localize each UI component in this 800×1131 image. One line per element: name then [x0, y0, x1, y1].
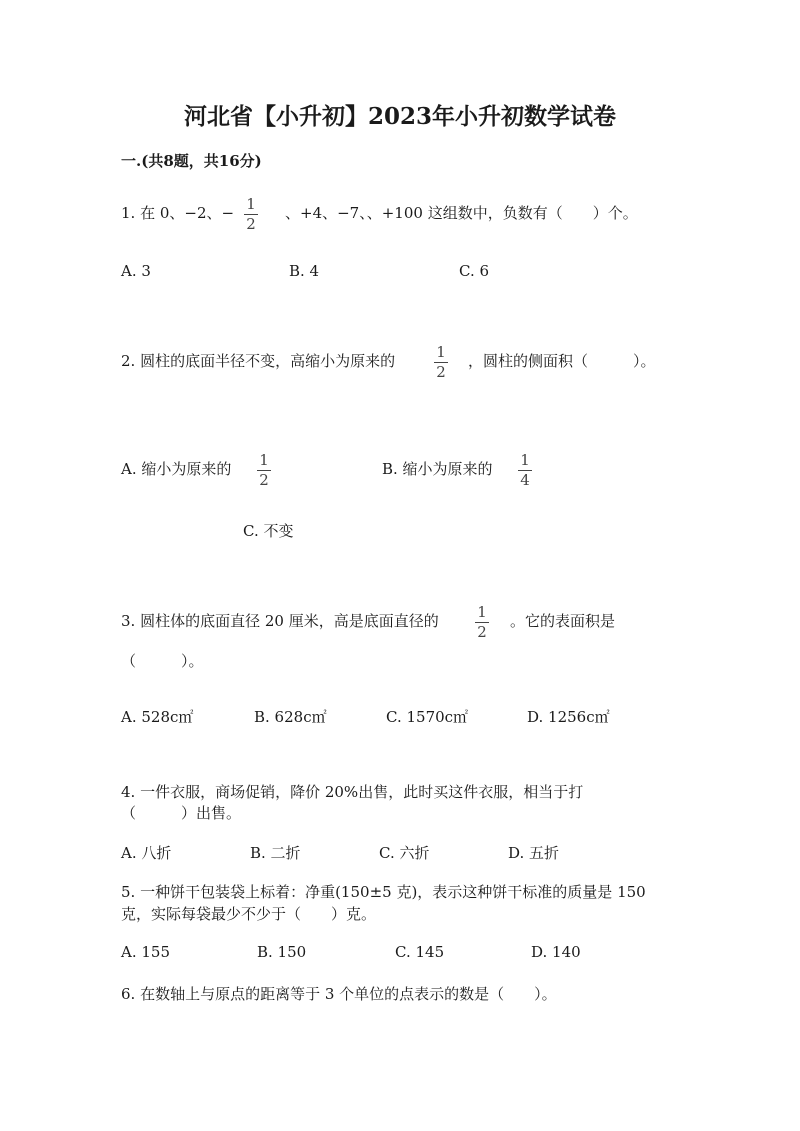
question-4-option-c[interactable]: C. 六折 — [379, 844, 430, 862]
question-5-text-line2: 克，实际每袋最少不少于（ ）克。 — [121, 905, 377, 923]
question-4-option-d[interactable]: D. 五折 — [508, 844, 560, 862]
question-3-option-d[interactable]: D. 1256c㎡ — [527, 708, 610, 726]
question-6-text-line1: 6. 在数轴上与原点的距离等于 3 个单位的点表示的数是（ ）。 — [121, 985, 557, 1003]
fraction-numerator: 1 — [436, 343, 446, 361]
question-3-option-c[interactable]: C. 1570c㎡ — [386, 708, 469, 726]
question-3-option-a[interactable]: A. 528c㎡ — [121, 708, 194, 726]
question-3-option-b[interactable]: B. 628c㎡ — [254, 708, 327, 726]
question-1-option-a[interactable]: A. 3 — [121, 262, 151, 280]
question-4-option-b[interactable]: B. 二折 — [250, 844, 301, 862]
fraction-denominator: 4 — [520, 471, 530, 489]
fraction-numerator: 1 — [246, 195, 256, 213]
question-2-fraction — [433, 344, 449, 381]
question-2-option-c[interactable]: C. 不变 — [243, 522, 294, 540]
question-1-text-after: 、+4、−7、、+100 这组数中，负数有（ ）个。 — [285, 204, 638, 222]
question-5-option-c[interactable]: C. 145 — [395, 943, 445, 961]
question-3-text-line2: （ ）。 — [121, 652, 204, 670]
question-5-option-a[interactable]: A. 155 — [121, 943, 170, 961]
question-2-option-b-fraction — [517, 452, 533, 489]
section-heading: 一.(共8题，共16分) — [121, 152, 262, 170]
question-1-option-c[interactable]: C. 6 — [459, 262, 490, 280]
question-5-option-d[interactable]: D. 140 — [531, 943, 581, 961]
question-4-option-a[interactable]: A. 八折 — [121, 844, 172, 862]
fraction-denominator: 2 — [477, 623, 487, 641]
fraction-numerator: 1 — [259, 451, 269, 469]
question-2-text-after: ，圆柱的侧面积（ ）。 — [468, 352, 656, 370]
fraction-numerator: 1 — [520, 451, 530, 469]
question-3-fraction — [474, 604, 490, 641]
question-5-option-b[interactable]: B. 150 — [257, 943, 307, 961]
question-2-option-a[interactable]: A. 缩小为原来的 — [121, 460, 232, 478]
question-1-text-before: 1. 在 0、−2、− — [121, 204, 235, 222]
question-2-text-before: 2. 圆柱的底面半径不变，高缩小为原来的 — [121, 352, 396, 370]
fraction-denominator: 2 — [246, 215, 256, 233]
question-3-text-after: 。它的表面积是 — [510, 612, 616, 630]
question-2-option-a-fraction — [256, 452, 272, 489]
fraction-denominator: 2 — [436, 363, 446, 381]
question-5-text-line1: 5. 一种饼干包装袋上标着：净重(150±5 克)，表示这种饼干标准的质量是 150 — [121, 883, 646, 901]
question-4-text-line2: （ ）出售。 — [121, 804, 242, 822]
question-1-fraction — [243, 196, 259, 233]
question-3-text-before: 3. 圆柱体的底面直径 20 厘米，高是底面直径的 — [121, 612, 439, 630]
question-1-option-b[interactable]: B. 4 — [289, 262, 320, 280]
fraction-numerator: 1 — [477, 603, 487, 621]
fraction-denominator: 2 — [259, 471, 269, 489]
question-4-text-line1: 4. 一件衣服，商场促销，降价 20%出售，此时买这件衣服，相当于打 — [121, 783, 584, 801]
question-2-option-b[interactable]: B. 缩小为原来的 — [382, 460, 493, 478]
page-title: 河北省【小升初】2023年小升初数学试卷 — [183, 103, 616, 130]
